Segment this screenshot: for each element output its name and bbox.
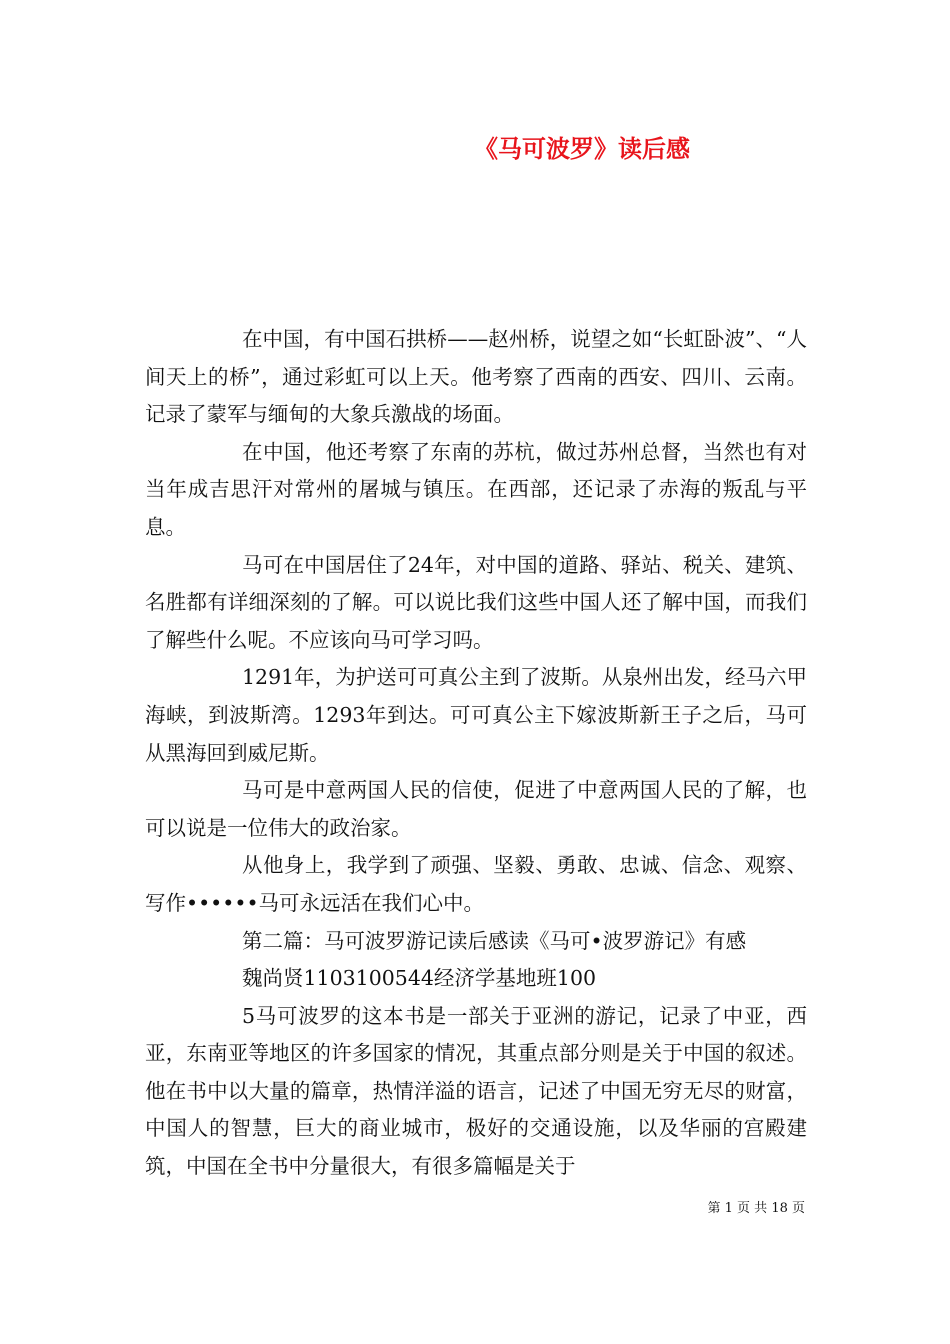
paragraph: 1291年，为护送可可真公主到了波斯。从泉州出发，经马六甲海峡，到波斯湾。1293年到达。可可真公主下嫁波斯新王子之后，马可从黑海回到威尼斯。 [145, 665, 807, 765]
paragraph: 马可是中意两国人民的信使，促进了中意两国人民的了解，也可以说是一位伟大的政治家。 [145, 778, 807, 840]
document-body [145, 321, 807, 1186]
paragraph: 在中国，他还考察了东南的苏杭，做过苏州总督，当然也有对当年成吉思汗对常州的屠城与镇压。在西部，还记录了赤海的叛乱与平息。 [145, 439, 807, 539]
author-line: 魏尚贤1103100544经济学基地班100 [242, 966, 597, 991]
paragraph: 5马可波罗的这本书是一部关于亚洲的游记，记录了中亚，西亚，东南亚等地区的许多国家的情况，其重点部分则是关于中国的叙述。他在书中以大量的篇章，热情洋溢的语言，记述了中国无穷无尽的财富，中国人的智慧，巨大的商业城市，极好的交通设施，以及华丽的宫殿建筑，中国在全书中分量很大，有很多篇幅是关于 [145, 1003, 807, 1179]
paragraph: 在中国，有中国石拱桥——赵州桥，说望之如“长虹卧波”、“人间天上的桥”，通过彩虹可以上天。他考察了西南的西安、四川、云南。记录了蒙军与缅甸的大象兵激战的场面。 [145, 327, 807, 427]
section-heading: 第二篇：马可波罗游记读后感读《马可•波罗游记》有感 [242, 928, 747, 953]
page-number-footer: 第 1 页 共 18 页 [707, 1201, 805, 1216]
paragraph: 马可在中国居住了24年，对中国的道路、驿站、税关、建筑、名胜都有详细深刻的了解。可以说比我们这些中国人还了解中国，而我们了解些什么呢。不应该向马可学习吗。 [145, 552, 807, 652]
document-title: 《马可波罗》读后感 [474, 134, 690, 163]
paragraph: 从他身上，我学到了顽强、坚毅、勇敢、忠诚、信念、观察、写作••••••马可永远活在我们心中。 [145, 853, 807, 915]
